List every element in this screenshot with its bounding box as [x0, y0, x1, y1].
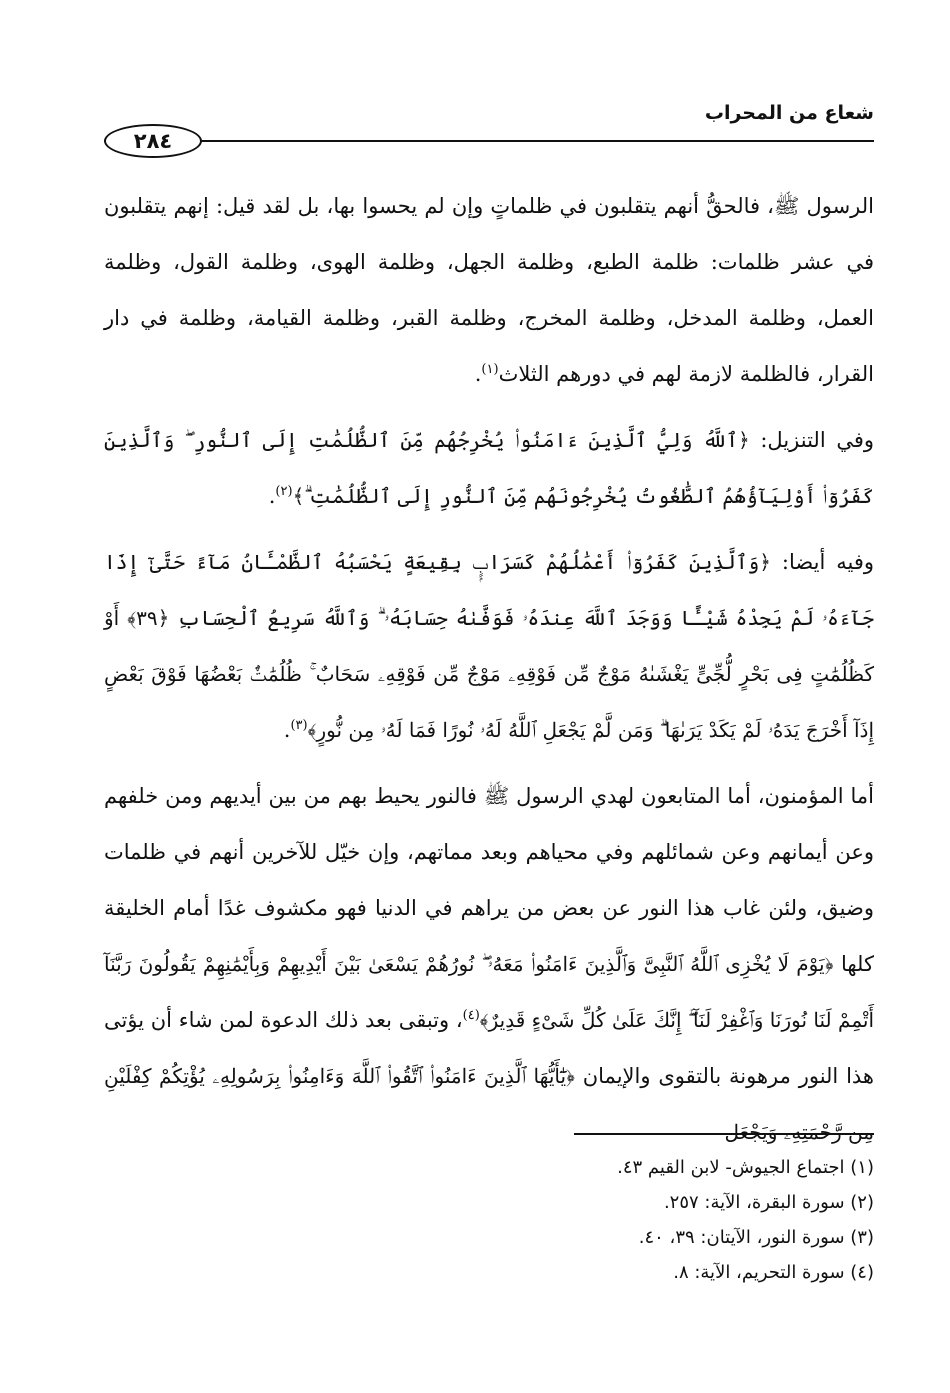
- paragraph: [104, 534, 874, 758]
- body-text-run: أما المؤمنون، أما المتابعون لهدي الرسول ﷺ فالنور يحيط بهم من بين أيديهم ومن خلفهم وعن أيمانهم وعن شمائلهم وفي محياهم وبعد مماتهم، وإن خيّل للآخرين أنهم في ظلمات وضيق، ولئن غاب هذا النور عن بعض من يراهم في الدنيا فهو مكشوف غدًا أمام الخليقة كلها: [104, 784, 875, 976]
- paragraph: [104, 178, 874, 402]
- footnote: (٤) سورة التحريم، الآية: ٨.: [673, 1262, 874, 1283]
- book-title: شعاع من المحراب: [704, 102, 874, 124]
- body-text-run: وفي التنزيل:: [749, 428, 875, 452]
- header-rule: [104, 140, 874, 142]
- footnote: (١) اجتماع الجيوش- لابن القيم ٤٣.: [617, 1157, 874, 1178]
- body-text-run: وفيه أيضا:: [770, 550, 874, 574]
- footnote-separator: [574, 1133, 874, 1135]
- footnote-reference: (٢): [275, 484, 293, 499]
- quran-verse: ﴿وَٱلَّذِينَ كَفَرُوٓا۟ أَعْمَٰلُهُمْ كَسَرَابٍۭ بِقِيعَةٍ يَحْسَبُهُ ٱلظَّمْـَٔانُ مَآءً حَتَّىٰٓ إِذَا جَآءَهُۥ لَمْ يَجِدْهُ شَيْـًٔا وَوَجَدَ ٱللَّهَ عِندَهُۥ فَوَفَّىٰهُ حِسَابَهُۥ ۗ وَٱللَّهُ سَرِيعُ ٱلْحِسَابِ ﴿٣٩﴾ أَوْ كَظُلُمَٰتٍ فِى بَحْرٍ لُّجِّىٍّ يَغْشَىٰهُ مَوْجٌ مِّن فَوْقِهِۦ مَوْجٌ مِّن فَوْقِهِۦ سَحَابٌ ۚ ظُلُمَٰتٌۢ بَعْضُهَا فَوْقَ بَعْضٍ إِذَآ أَخْرَجَ يَدَهُۥ لَمْ يَكَدْ يَرَىٰهَا ۗ وَمَن لَّمْ يَجْعَلِ ٱللَّهُ لَهُۥ نُورًا فَمَا لَهُۥ مِن نُّورٍ﴾: [104, 550, 874, 742]
- body-text-run: .: [474, 362, 482, 386]
- footnote-reference: (١): [481, 362, 499, 377]
- body-text-run: ، وتبقى بعد ذلك الدعوة لمن شاء أن يؤتى هذا النور مرهونة بالتقوى والإيمان: [104, 1008, 875, 1088]
- footnote: (٢) سورة البقرة، الآية: ٢٥٧.: [663, 1192, 874, 1213]
- body-text-run: .: [283, 718, 291, 742]
- paragraph: [104, 412, 874, 524]
- paragraph: [104, 768, 874, 1160]
- footnotes: [104, 1150, 874, 1290]
- main-text: [104, 178, 874, 1170]
- page-header: [104, 96, 874, 156]
- body-text-run: الرسول ﷺ، فالحقُّ أنهم يتقلبون في ظلماتٍ وإن لم يحسوا بها، بل لقد قيل: إنهم يتقلبون في عشر ظلمات: ظلمة الطبع، وظلمة الجهل، وظلمة الهوى، وظلمة القول، وظلمة العمل، وظلمة المدخل، وظلمة المخرج، وظلمة القبر، وظلمة القيامة، وظلمة في دار القرار، فالظلمة لازمة لهم في دورهم الثلاث: [104, 194, 875, 386]
- footnote-reference: (٤): [462, 1008, 480, 1023]
- quran-verse: ﴿ٱللَّهُ وَلِيُّ ٱلَّذِينَ ءَامَنُوا۟ يُخْرِجُهُم مِّنَ ٱلظُّلُمَٰتِ إِلَى ٱلنُّورِ ۖ وَٱلَّذِينَ كَفَرُوٓا۟ أَوْلِيَآؤُهُمُ ٱلطَّٰغُوتُ يُخْرِجُونَهُم مِّنَ ٱلنُّورِ إِلَى ٱلظُّلُمَٰتِ ۗ﴾: [104, 428, 874, 508]
- page-number: ٢٨٤: [104, 124, 202, 158]
- footnote-reference: (٣): [290, 718, 308, 733]
- quran-verse: ﴿يَوْمَ لَا يُخْزِى ٱللَّهُ ٱلنَّبِىَّ وَٱلَّذِينَ ءَامَنُوا۟ مَعَهُۥ ۖ نُورُهُمْ يَسْعَىٰ بَيْنَ أَيْدِيهِمْ وَبِأَيْمَٰنِهِمْ يَقُولُونَ رَبَّنَآ أَتْمِمْ لَنَا نُورَنَا وَٱغْفِرْ لَنَآ ۖ إِنَّكَ عَلَىٰ كُلِّ شَىْءٍ قَدِيرٌ﴾: [104, 952, 875, 1032]
- quran-verse: ﴿يَٰٓأَيُّهَا ٱلَّذِينَ ءَامَنُوا۟ ٱتَّقُوا۟ ٱللَّهَ وَءَامِنُوا۟ بِرَسُولِهِۦ يُؤْتِكُمْ كِفْلَيْنِ مِن رَّحْمَتِهِۦ وَيَجْعَل: [104, 1064, 874, 1144]
- footnote: (٣) سورة النور، الآيتان: ٣٩، ٤٠.: [638, 1227, 874, 1248]
- body-text-run: .: [268, 484, 276, 508]
